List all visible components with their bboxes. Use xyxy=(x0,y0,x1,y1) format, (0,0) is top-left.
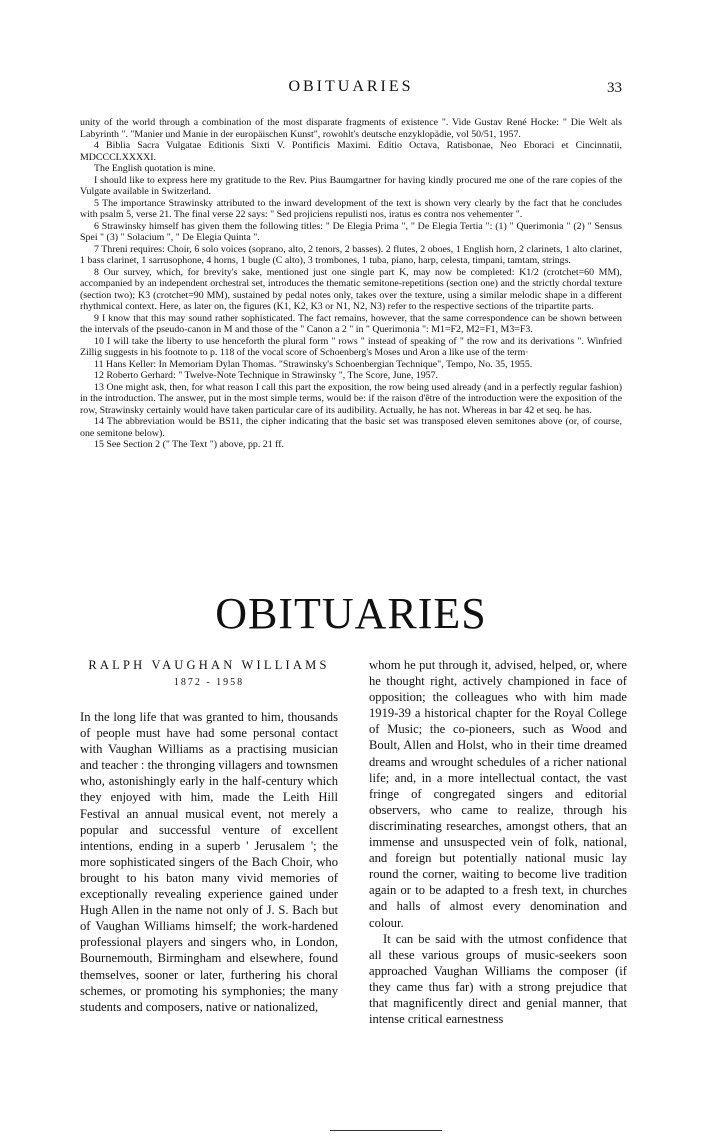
footnote-13: 13 One might ask, then, for what reason I call this part the exposition, the row being used already (and in a perfectly regular fashion) in the introduction. The answer, put in the most simple terms, would be: if the raison d'être of the introduction were the exposition of the row, Strawinsky certainly would have taken particular care of its audibility. Actually, he has not. Whereas in bar 42 et seq. he has. xyxy=(80,381,622,416)
section-title: OBITUARIES xyxy=(215,589,487,638)
obituary-paragraph: In the long life that was granted to him, thousands of people must have had some personal contact with Vaughan Williams as a practising musician and teacher : the thronging villagers and townsmen who, astonishingly early in the half-century which they enjoyed with him, made the Leith Hill Festival an annual musical event, not merely a popular and successful venture of excellent intentions, ending in a superb ' Jerusalem '; the more sophisticated singers of the Bach Choir, who brought to his baton many vivid memories of exceptionally revealing experience gained under Hugh Allen in the name not only of J. S. Bach but of Vaughan Williams himself; the work-hardened professional players and singers who, in London, Bournemouth, Birmingham and elsewhere, found themselves, sooner or later, furthering his choral schemes, or promoting his symphonies; the many students and composers, native or nationalized, xyxy=(80,710,338,1014)
footnote-9: 9 I know that this may sound rather sophisticated. The fact remains, however, that the same correspondence can be shown between the intervals of the pseudo-canon in M and those of the " Canon a 2 " in " Querimonia ": M1=F2, M2=F1, M3=F3. xyxy=(80,312,622,335)
footnote-6: 6 Strawinsky himself has given them the following titles: " De Elegia Prima ", " De Elegia Tertia ": (1) " Querimonia " (2) " Sensus Spei " (3) " Solacium ", " De Elegia Quinta ". xyxy=(80,220,622,243)
obituary-name: RALPH VAUGHAN WILLIAMS xyxy=(88,658,330,672)
footnote-10: 10 I will take the liberty to use henceforth the plural form " rows " instead of speaking of " the row and its derivations ". Winfried Zillig suggests in his footnote to p. 118 of the vocal score of Schoenberg's Moses und Aron a like use of the term· xyxy=(80,335,622,358)
obituary-paragraph: whom he put through it, advised, helped, or, where he thought right, actively championed in face of opposition; the colleagues who with him made 1919-39 a historical chapter for the Royal College of Music; the co-pioneers, such as Wood and Boult, Allen and Holst, who in their time dreamed dreams and wrought schedules of a richer national life; and, in a more intellectual contact, the vast fringe of congregated singers and editorial observers, who came to realize, through his discriminating researches, amongst others, that an immense and unsuspected vein of folk, national, and foreign but potentially national music lay round the corner, waiting to become live tradition again or to be adapted to a fresh text, in churches and halls of almost every denomination and colour. xyxy=(369,658,627,930)
running-head: OBITUARIES xyxy=(288,78,414,95)
footnotes-block xyxy=(80,117,622,451)
footnote-11: 11 Hans Keller: In Memoriam Dylan Thomas. "Strawinsky's Schoenbergian Technique", Tempo, No. 35, 1955. xyxy=(94,358,533,370)
obituary-left-column xyxy=(80,657,338,1015)
footnote-4-acknowledgement: I should like to express here my gratitude to the Rev. Pius Baumgartner for having kindly procured me one of the rare copies of the Vulgate available in Switzerland. xyxy=(80,174,622,197)
footnote-15: 15 See Section 2 (" The Text ") above, pp. 21 ff. xyxy=(94,439,285,450)
obituary-right-column xyxy=(369,657,627,1027)
page-number: 33 xyxy=(607,80,622,96)
footnote-4-translation-note: The English quotation is mine. xyxy=(94,163,216,174)
footnote-3-continued: unity of the world through a combination of the most disparate fragments of existence ". Vide Gustav René Hocke: " Die Welt als Labyrinth ". "Manier und Manie in der europäischen Kunst", rowohlt's deutsche enzyklopädie, vol 50/51, 1957. xyxy=(80,117,622,140)
bottom-divider xyxy=(330,1130,442,1131)
footnote-5: 5 The importance Strawinsky attributed to the inward development of the text is shown very clearly by the fact that he concludes with psalm 5, verse 21. The final verse 22 says: " Sed projiciens repulisti nos, iratus es contra nos vehementer ". xyxy=(80,197,622,220)
obituary-paragraph: It can be said with the utmost confidence that all these various groups of music-seekers soon approached Vaughan Williams the composer (if they came thus far) with a strong prejudice that that magnificently direct and genial manner, that intense critical earnestness xyxy=(369,931,627,1027)
footnote-14: 14 The abbreviation would be BS11, the cipher indicating that the basic set was transposed eleven semitones above (or, of course, one semitone below). xyxy=(80,416,622,439)
footnote-4: 4 Biblia Sacra Vulgatae Editionis Sixti V. Pontificis Maximi. Editio Octava, Ratisbonae, Neo Eboraci et Cincinnatii, MDCCCLXXXXI. xyxy=(80,140,622,163)
footnote-8: 8 Our survey, which, for brevity's sake, mentioned just one single part K, may now be completed: K1/2 (crotchet=60 MM), accompanied by an independent orchestral set, introduces the thematic semitone-repetitions (section one) and the strictly chordal texture (section two); K3 (crotchet=90 MM), sustained by pedal notes only, takes over the texture, using a similar melodic shape in a different rhythmical context. Here, as later on, the figures (K1, K2, K3 or N1, N2, N3) refer to the respective sections of the tripartite parts. xyxy=(80,266,622,312)
footnote-12: 12 Roberto Gerhard: " Twelve-Note Technique in Strawinsky ", The Score, June, 1957. xyxy=(94,370,439,381)
footnote-7: 7 Threni requires: Choir, 6 solo voices (soprano, alto, 2 tenors, 2 basses). 2 flutes, 2 oboes, 1 English horn, 2 clarinets, 1 alto clarinet, 1 bass clarinet, 1 sarrusophone, 4 horns, 1 bugle (C alto), 3 trombones, 1 tuba, piano, harp, celesta, timpani, tamtam, strings. xyxy=(80,243,622,266)
obituary-dates: 1872 - 1958 xyxy=(173,677,245,688)
